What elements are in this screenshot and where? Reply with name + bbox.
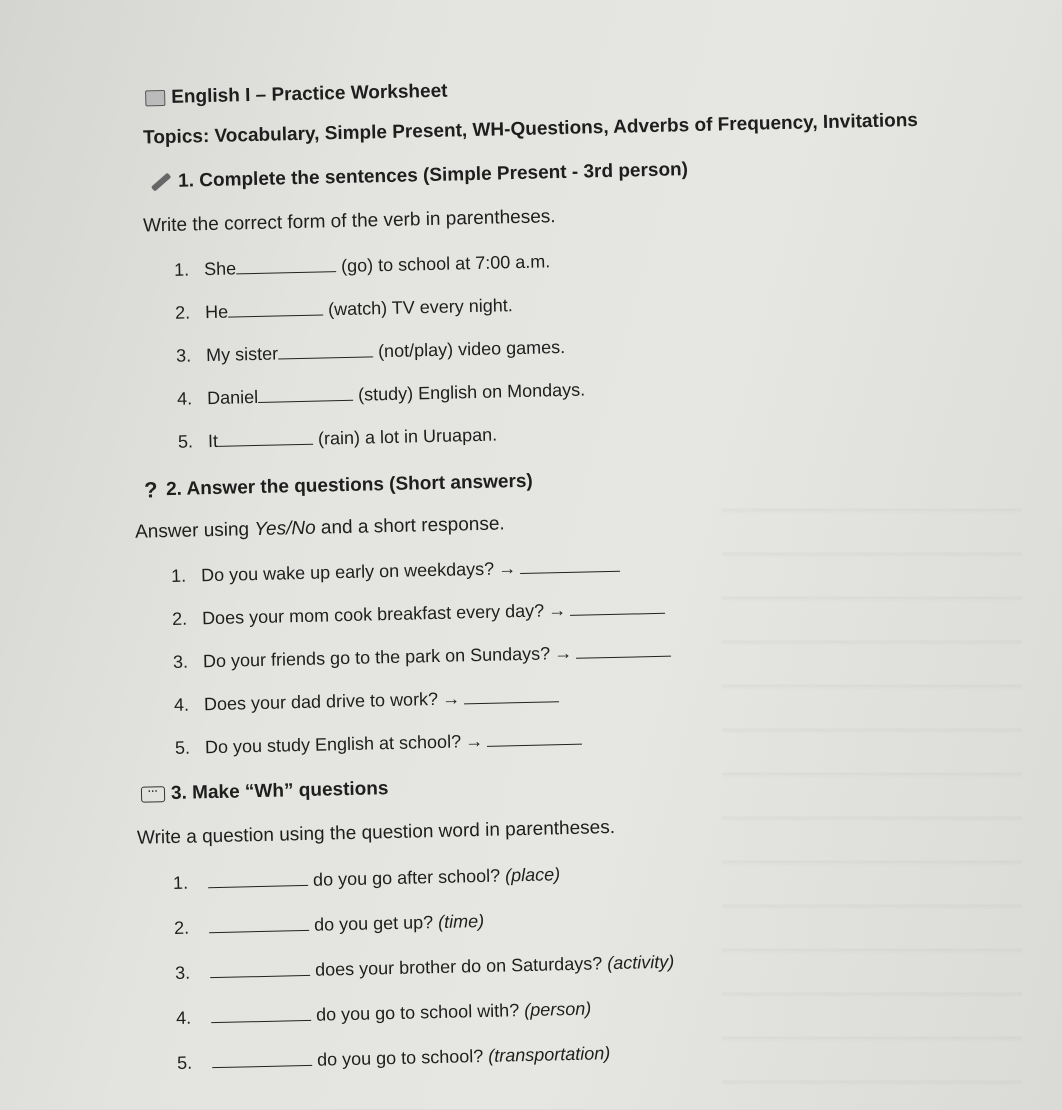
answer-blank[interactable] (464, 685, 559, 704)
arrow-icon: → (553, 642, 573, 664)
s3-item-5: 5. do you go to school? (transportation) (176, 1043, 611, 1073)
arrow-icon: → (497, 558, 517, 579)
answer-blank[interactable] (278, 340, 373, 359)
s1-item-5: 5. It (rain) a lot in Uruapan. (177, 424, 498, 452)
s1-item-2: 2. He (watch) TV every night. (174, 295, 514, 323)
pencil-icon (151, 173, 171, 192)
section3-instruction: Write a question using the question word in parentheses. (136, 816, 616, 849)
s2-item-5: 5. Do you study English at school? → (175, 728, 583, 759)
answer-blank[interactable] (570, 597, 665, 616)
answer-blank[interactable] (209, 914, 309, 933)
topics-line: Topics: Vocabulary, Simple Present, WH-Questions, Adverbs of Frequency, Invitations (142, 109, 919, 149)
answer-blank[interactable] (212, 1049, 312, 1068)
s1-item-4: 4. Daniel (study) English on Mondays. (176, 379, 586, 409)
s3-item-2: 2. do you get up? (time) (173, 910, 485, 938)
speech-bubble-icon: ··· (141, 786, 165, 803)
section3-heading: 3. Make “Wh” questions (170, 778, 389, 805)
arrow-icon: → (441, 688, 461, 709)
s3-item-3: 3. does your brother do on Saturdays? (activity) (174, 951, 675, 983)
s2-item-3: 3. Do your friends go to the park on Sundays? → (173, 640, 672, 673)
question-mark-icon: ? (143, 477, 158, 503)
s2-item-4: 4. Does your dad drive to work? → (174, 685, 560, 716)
answer-blank[interactable] (211, 1004, 311, 1023)
section1-heading: 1. Complete the sentences (Simple Present - 3rd person) (177, 159, 689, 192)
answer-blank[interactable] (236, 255, 336, 274)
section1-instruction: Write the correct form of the verb in parentheses. (142, 206, 556, 237)
answer-blank[interactable] (208, 869, 308, 888)
bleed-through-text (722, 470, 1022, 1110)
answer-blank[interactable] (210, 959, 310, 978)
s1-item-3: 3. My sister (not/play) video games. (175, 336, 566, 366)
section2-instruction: Answer using Yes/No and a short response. (134, 513, 505, 543)
answer-blank[interactable] (228, 298, 323, 317)
answer-blank[interactable] (576, 640, 671, 659)
s3-item-4: 4. do you go to school with? (person) (175, 998, 592, 1028)
section2-heading: 2. Answer the questions (Short answers) (165, 470, 533, 501)
answer-blank[interactable] (258, 384, 353, 403)
answer-blank[interactable] (520, 555, 620, 574)
arrow-icon: → (464, 730, 484, 752)
document-icon (145, 90, 165, 106)
worksheet-title: English I – Practice Worksheet (170, 80, 448, 108)
answer-blank[interactable] (487, 728, 582, 747)
s1-item-1: 1. She (go) to school at 7:00 a.m. (173, 251, 551, 280)
arrow-icon: → (547, 600, 567, 621)
s2-item-1: 1. Do you wake up early on weekdays? → (171, 555, 621, 587)
answer-blank[interactable] (218, 428, 313, 447)
s2-item-2: 2. Does your mom cook breakfast every day? → (172, 597, 666, 630)
s3-item-1: 1. do you go after school? (place) (172, 864, 561, 893)
